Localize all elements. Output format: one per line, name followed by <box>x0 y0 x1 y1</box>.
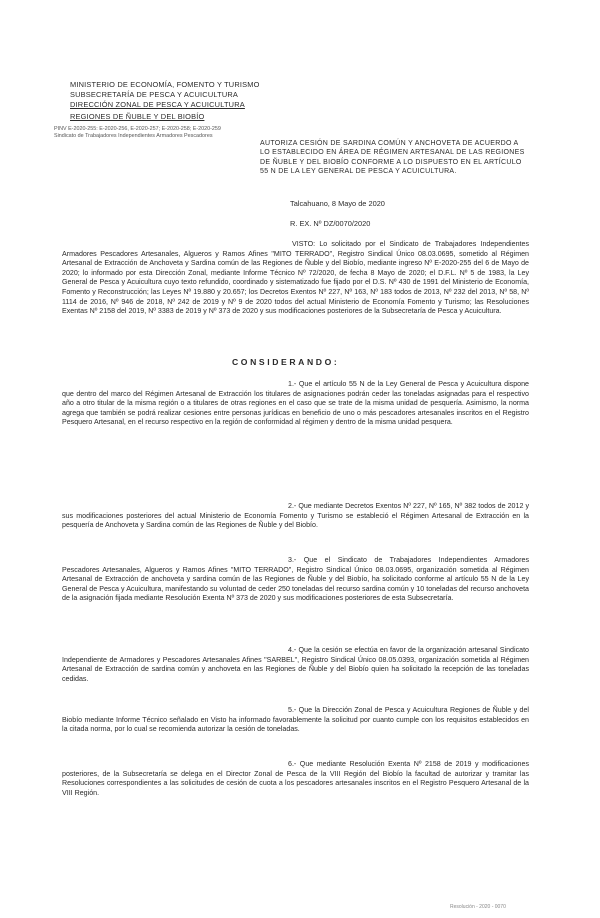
considerando-4: 4.- Que la cesión se efectúa en favor de la organización artesanal Sindicato Independiente de Armadores y Pescadores Artesanales Afines "SARBEL", Registro Sindical Único 08.05.0393, organización sometida al Régimen Artesanal de Extracción de sardina común y anchoveta en las Regiones de Ñuble y del Biobío quien ha solicitado la recepción de las toneladas cedidas. <box>62 646 529 683</box>
considerando-heading: CONSIDERANDO: <box>232 357 340 367</box>
header-ref-ingresos: PINV E-2020-255: E-2020-256, E-2020-257; E-2020-258; E-2020-259 <box>54 126 221 132</box>
header-subsecretaria: SUBSECRETARÍA DE PESCA Y ACUICULTURA <box>70 90 239 99</box>
page-footer: Resolución - 2020 - 0070 <box>450 904 506 910</box>
visto-paragraph: VISTO: Lo solicitado por el Sindicato de Trabajadores Independientes Armadores Pescadores Artesanales, Algueros y Ramos Afines "MITO TERRADO", Registro Sindical Único 08.03.0695, sometido al Régimen Artesanal de Extracción de Anchoveta y Sardina común de las Regiones de Ñuble y del Biobío, mediante ingreso Nº E-2020-255 del 6 de Mayo de 2020; lo informado por esta Dirección Zonal, mediante Informe Técnico Nº 72/2020, de fecha 8 Mayo de 2020; el D.F.L. Nº 5 de 1983, la Ley General de Pesca y Acuicultura cuyo texto refundido, coordinado y sistematizado fue fijado por el D.S. Nº 430 de 1991 del Ministerio de Economía, Fomento y Reconstrucción; las Leyes Nº 19.880 y 20.657; los Decretos Exentos Nº 227, Nº 163, Nº 183 todos de 2013, Nº 232 del 2013, Nº 58, Nº 1114 de 2016, Nº 946 de 2018, Nº 242 de 2019 y Nº 9 de 2020 todos del actual Ministerio de Economía Fomento y Turismo; las Resoluciones Exentas Nº 2158 del 2019, Nº 3383 de 2019 y Nº 373 de 2020 y sus modificaciones posteriores de la Subsecretaría de Pesca y Acuicultura. <box>62 240 529 316</box>
considerando-1: 1.- Que el artículo 55 N de la Ley General de Pesca y Acuicultura dispone que dentro del marco del Régimen Artesanal de Extracción los titulares de asignaciones podrán ceder las toneladas asignadas para el respectivo año a otro titular de la misma región o a titulares de otras regiones en el caso que se trate de la misma unidad de pesquería. Asimismo, la norma agrega que también se podrá realizar cesiones entre personas jurídicas en beneficio de uno o más pescadores artesanales inscritos en el Registro Pesquero Artesanal, en el recurso respectivo en la región de conformidad al régimen y dentro de la misma unidad pesquera. <box>62 380 529 427</box>
considerando-2: 2.- Que mediante Decretos Exentos Nº 227, Nº 165, Nº 382 todos de 2012 y sus modificaciones posteriores del actual Ministerio de Economía Fomento y Turismo se estableció el Régimen Artesanal de Extracción en la pesquería de Anchoveta y Sardina común de las Regiones de Ñuble y del Biobío. <box>62 502 529 530</box>
header-ref-sindicato: Sindicato de Trabajadores Independientes Armadores Pescadores <box>54 133 213 139</box>
resolution-title: AUTORIZA CESIÓN DE SARDINA COMÚN Y ANCHOVETA DE ACUERDO A LO ESTABLECIDO EN ÁREA DE RÉGIMEN ARTESANAL DE LAS REGIONES DE ÑUBLE Y DEL BIOBÍO CONFORME A LO DISPUESTO EN EL ARTÍCULO 55 N DE LA LEY GENERAL DE PESCA Y ACUICULTURA. <box>260 140 525 175</box>
considerando-5: 5.- Que la Dirección Zonal de Pesca y Acuicultura Regiones de Ñuble y del Biobío mediante Informe Técnico señalado en Visto ha informado favorablemente la solicitud por cuanto cumple con los requisitos establecidos en la citada norma, por lo cual se recomienda autorizar la cesión de toneladas. <box>62 706 529 734</box>
place-date: Talcahuano, 8 Mayo de 2020 <box>290 199 385 208</box>
considerando-3: 3.- Que el Sindicato de Trabajadores Independientes Armadores Pescadores Artesanales, Algueros y Ramos Afines "MITO TERRADO", Registro Sindical Único 08.03.0695, organización sometida al Régimen Artesanal de Extracción de anchoveta y sardina común de las Regiones de Ñuble y del Biobío, ha solicitado conforme al artículo 55 N de la Ley General de Pesca y Acuicultura, manifestando su voluntad de ceder 250 toneladas del recurso sardina común y 10 toneladas del recurso anchoveta de la asignación fijada mediante Resolución Exenta Nº 373 de 2020 y sus modificaciones posteriores de esta Subsecretaría. <box>62 556 529 603</box>
considerando-6: 6.- Que mediante Resolución Exenta Nº 2158 de 2019 y modificaciones posteriores, de la Subsecretaría se delega en el Director Zonal de Pesca de la VIII Región del Biobío la facultad de autorizar y tramitar las Resoluciones correspondientes a las solicitudes de cesión de cuota a los pescadores artesanales inscritos en el Registro Pesquero Artesanal de la VIII Región. <box>62 760 529 797</box>
header-regiones: REGIONES DE ÑUBLE Y DEL BIOBÍO <box>70 112 205 121</box>
resolution-number: R. EX. Nº DZ/0070/2020 <box>290 219 371 228</box>
header-direccion-zonal: DIRECCIÓN ZONAL DE PESCA Y ACUICULTURA <box>70 100 245 109</box>
header-ministry: MINISTERIO DE ECONOMÍA, FOMENTO Y TURISMO <box>70 80 260 89</box>
